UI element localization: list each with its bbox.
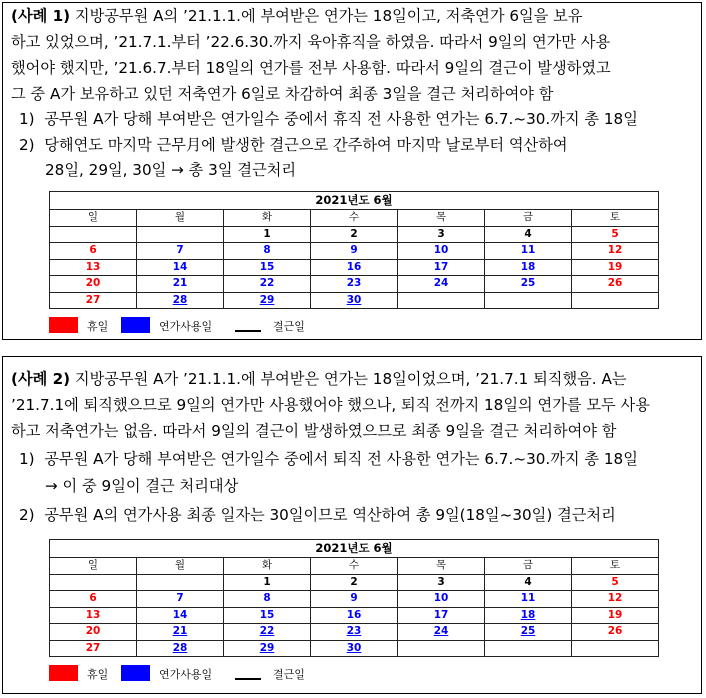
weekday-header: 토 bbox=[572, 210, 659, 227]
absence-underline-sample bbox=[235, 330, 261, 332]
calendar-week-row bbox=[50, 276, 659, 293]
calendar-day-cell: 5 bbox=[572, 574, 659, 591]
calendar-day-cell: 13 bbox=[50, 607, 137, 624]
calendar-day-cell bbox=[50, 226, 137, 243]
calendar-day-cell: 23 bbox=[311, 276, 398, 293]
calendar-day-cell: 15 bbox=[224, 259, 311, 276]
weekday-header: 수 bbox=[311, 210, 398, 227]
calendar-day-cell: 25 bbox=[485, 276, 572, 293]
calendar-day-cell: 19 bbox=[572, 607, 659, 624]
calendar-day-cell: 14 bbox=[137, 607, 224, 624]
calendar-day-cell: 12 bbox=[572, 591, 659, 608]
calendar-day-cell bbox=[137, 574, 224, 591]
calendar-weekday-row bbox=[50, 558, 659, 575]
case-2-line-2: ’21.7.1에 퇴직했으므로 9일의 연가만 사용했어야 했으나, 퇴직 전까지 18일의 연가를 모두 사용 bbox=[11, 396, 650, 414]
case-2-box bbox=[2, 356, 702, 694]
calendar-day-cell: 1 bbox=[224, 226, 311, 243]
calendar-day-cell: 2 bbox=[311, 574, 398, 591]
calendar-day-cell: 3 bbox=[398, 574, 485, 591]
calendar-day-cell: 29 bbox=[224, 292, 311, 309]
leave-legend-label: 연가사용일 bbox=[159, 668, 213, 681]
calendar-day-cell bbox=[485, 292, 572, 309]
calendar-title: 2021년도 6월 bbox=[50, 192, 659, 210]
case-1-line-1: (사례 1) 지방공무원 A의 ’21.1.1.에 부여받은 연가는 18일이고, 저축연가 6일을 보유 bbox=[11, 7, 583, 25]
calendar-day-cell: 13 bbox=[50, 259, 137, 276]
calendar-day-cell: 12 bbox=[572, 243, 659, 260]
case-2-item-1: 1) 공무원 A가 당해 부여받은 연가일수 중에서 퇴직 전 사용한 연가는 6.7.~30.까지 총 18일 bbox=[19, 450, 638, 468]
absence-underline-sample bbox=[235, 678, 261, 680]
case-1-heading: (사례 1) bbox=[11, 7, 71, 25]
weekday-header: 토 bbox=[572, 558, 659, 575]
calendar-day-cell: 24 bbox=[398, 624, 485, 641]
calendar-day-cell bbox=[137, 226, 224, 243]
calendar-week-row bbox=[50, 624, 659, 641]
calendar-day-cell: 6 bbox=[50, 243, 137, 260]
calendar-day-cell: 17 bbox=[398, 607, 485, 624]
calendar-week-row bbox=[50, 607, 659, 624]
calendar-day-cell: 22 bbox=[224, 276, 311, 293]
calendar-day-cell: 30 bbox=[311, 292, 398, 309]
calendar-day-cell: 20 bbox=[50, 276, 137, 293]
calendar-day-cell: 11 bbox=[485, 243, 572, 260]
calendar-day-cell: 3 bbox=[398, 226, 485, 243]
weekday-header: 월 bbox=[137, 558, 224, 575]
calendar-day-cell: 25 bbox=[485, 624, 572, 641]
case-1-line-4: 그 중 A가 보유하고 있던 저축연가 6일로 차감하여 최종 3일을 결근 처리하여야 함 bbox=[11, 85, 554, 103]
calendar-day-cell: 23 bbox=[311, 624, 398, 641]
calendar-day-cell bbox=[572, 292, 659, 309]
calendar-day-cell: 7 bbox=[137, 243, 224, 260]
leave-swatch bbox=[121, 317, 150, 333]
calendar-day-cell bbox=[50, 574, 137, 591]
calendar-week-row bbox=[50, 591, 659, 608]
case-1-item-2: 2) 당해연도 마지막 근무月에 발생한 결근으로 간주하여 마지막 날로부터 역산하여 bbox=[19, 136, 568, 154]
case-1-item-2-cont: 28일, 29일, 30일 → 총 3일 결근처리 bbox=[45, 161, 297, 179]
weekday-header: 목 bbox=[398, 558, 485, 575]
weekday-header: 일 bbox=[50, 558, 137, 575]
weekday-header: 화 bbox=[224, 210, 311, 227]
calendar-week-row bbox=[50, 226, 659, 243]
weekday-header: 월 bbox=[137, 210, 224, 227]
case-1-line-3: 했어야 했지만, ’21.6.7.부터 18일의 연가를 전부 사용함. 따라서 9일의 결근이 발생하였고 bbox=[11, 59, 611, 77]
calendar-day-cell: 6 bbox=[50, 591, 137, 608]
weekday-header: 금 bbox=[485, 210, 572, 227]
case-2-item-2: 2) 공무원 A의 연가사용 최종 일자는 30일이므로 역산하여 총 9일(18일~30일) 결근처리 bbox=[19, 506, 616, 524]
holiday-swatch bbox=[49, 665, 78, 681]
calendar-day-cell bbox=[485, 640, 572, 657]
calendar-weekday-row bbox=[50, 210, 659, 227]
holiday-legend-label: 휴일 bbox=[87, 668, 109, 681]
calendar-day-cell: 16 bbox=[311, 607, 398, 624]
calendar-day-cell: 20 bbox=[50, 624, 137, 641]
calendar-week-row bbox=[50, 640, 659, 657]
weekday-header: 일 bbox=[50, 210, 137, 227]
calendar-day-cell bbox=[398, 292, 485, 309]
calendar-day-cell: 8 bbox=[224, 591, 311, 608]
calendar-day-cell: 21 bbox=[137, 276, 224, 293]
calendar-day-cell bbox=[398, 640, 485, 657]
calendar-day-cell: 18 bbox=[485, 259, 572, 276]
calendar-day-cell: 18 bbox=[485, 607, 572, 624]
case-2-line-3: 하고 저축연가는 없음. 따라서 9일의 결근이 발생하였으므로 최종 9일을 결근 처리하여야 함 bbox=[11, 422, 617, 440]
calendar-day-cell: 27 bbox=[50, 292, 137, 309]
case-1-line-2: 하고 있었으며, ’21.7.1.부터 ’22.6.30.까지 육아휴직을 하였음. 따라서 9일의 연가만 사용 bbox=[11, 33, 611, 51]
calendar-day-cell: 28 bbox=[137, 292, 224, 309]
holiday-legend-label: 휴일 bbox=[87, 320, 109, 333]
calendar-week-row bbox=[50, 574, 659, 591]
calendar-day-cell: 7 bbox=[137, 591, 224, 608]
calendar-day-cell: 15 bbox=[224, 607, 311, 624]
calendar-day-cell: 27 bbox=[50, 640, 137, 657]
weekday-header: 화 bbox=[224, 558, 311, 575]
holiday-swatch bbox=[49, 317, 78, 333]
calendar-day-cell: 26 bbox=[572, 276, 659, 293]
calendar-day-cell: 14 bbox=[137, 259, 224, 276]
calendar-day-cell: 26 bbox=[572, 624, 659, 641]
leave-swatch bbox=[121, 665, 150, 681]
case-2-item-1-cont: → 이 중 9일이 결근 처리대상 bbox=[45, 477, 239, 495]
calendar-day-cell: 5 bbox=[572, 226, 659, 243]
absence-legend-label: 결근일 bbox=[273, 320, 305, 333]
calendar-day-cell: 2 bbox=[311, 226, 398, 243]
absence-legend-label: 결근일 bbox=[273, 668, 305, 681]
calendar-day-cell: 17 bbox=[398, 259, 485, 276]
case-1-calendar bbox=[49, 191, 659, 309]
calendar-day-cell: 22 bbox=[224, 624, 311, 641]
case-2-line-1: (사례 2) 지방공무원 A가 ’21.1.1.에 부여받은 연가는 18일이었으며, ’21.7.1 퇴직했음. A는 bbox=[11, 370, 627, 388]
case-1-box bbox=[2, 2, 702, 340]
weekday-header: 목 bbox=[398, 210, 485, 227]
calendar-day-cell: 28 bbox=[137, 640, 224, 657]
calendar-day-cell: 1 bbox=[224, 574, 311, 591]
calendar-title: 2021년도 6월 bbox=[50, 540, 659, 558]
calendar-day-cell bbox=[572, 640, 659, 657]
weekday-header: 수 bbox=[311, 558, 398, 575]
calendar-day-cell: 4 bbox=[485, 574, 572, 591]
calendar-day-cell: 10 bbox=[398, 591, 485, 608]
calendar-day-cell: 29 bbox=[224, 640, 311, 657]
calendar-week-row bbox=[50, 243, 659, 260]
calendar-day-cell: 16 bbox=[311, 259, 398, 276]
calendar-day-cell: 30 bbox=[311, 640, 398, 657]
calendar-day-cell: 8 bbox=[224, 243, 311, 260]
calendar-week-row bbox=[50, 292, 659, 309]
calendar-day-cell: 9 bbox=[311, 591, 398, 608]
calendar-week-row bbox=[50, 259, 659, 276]
weekday-header: 금 bbox=[485, 558, 572, 575]
calendar-day-cell: 4 bbox=[485, 226, 572, 243]
case-1-item-1: 1) 공무원 A가 당해 부여받은 연가일수 중에서 휴직 전 사용한 연가는 6.7.~30.까지 총 18일 bbox=[19, 110, 638, 128]
calendar-day-cell: 9 bbox=[311, 243, 398, 260]
case-2-heading: (사례 2) bbox=[11, 370, 71, 388]
calendar-day-cell: 21 bbox=[137, 624, 224, 641]
calendar-day-cell: 10 bbox=[398, 243, 485, 260]
calendar-day-cell: 11 bbox=[485, 591, 572, 608]
case-2-calendar bbox=[49, 539, 659, 657]
calendar-day-cell: 24 bbox=[398, 276, 485, 293]
leave-legend-label: 연가사용일 bbox=[159, 320, 213, 333]
calendar-day-cell: 19 bbox=[572, 259, 659, 276]
